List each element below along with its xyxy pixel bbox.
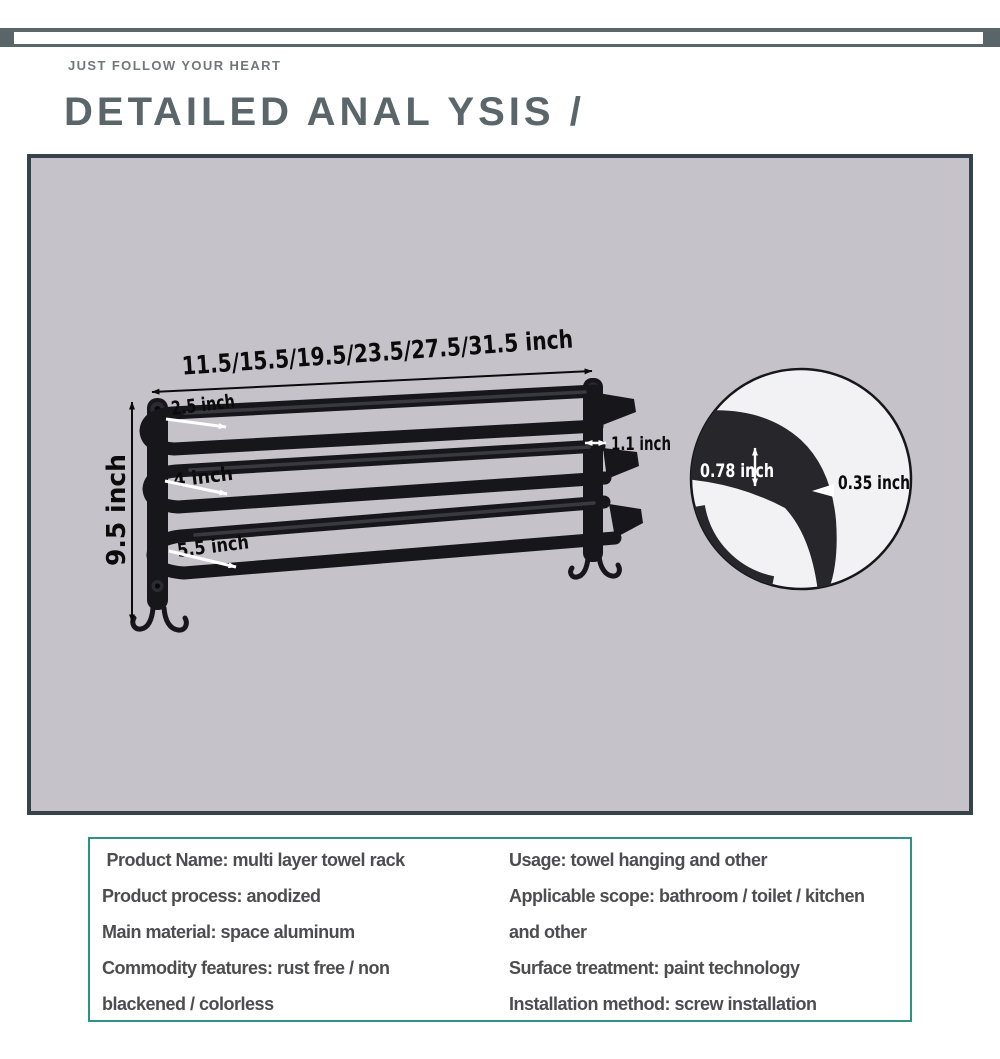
middle-rail-dimension-label: 4 inch bbox=[171, 462, 239, 492]
spec-line-main-material: Main material: space aluminum bbox=[102, 922, 355, 942]
width-dimension-label: 11.5/15.5/19.5/23.5/27.5/31.5 inch bbox=[180, 318, 666, 381]
bar-right-cap bbox=[983, 28, 1000, 47]
spec-line-installation-method: Installation method: screw installation bbox=[509, 994, 817, 1014]
zoom-detail-lens bbox=[687, 369, 911, 592]
tagline-text: JUST FOLLOW YOUR HEART bbox=[68, 58, 282, 73]
profile-thickness-label: 0.35 inch bbox=[838, 472, 910, 494]
spec-line-usage: Usage: towel hanging and other bbox=[509, 850, 768, 870]
spec-column-right bbox=[509, 842, 909, 1022]
spec-line-commodity-features-cont: blackened / colorless bbox=[102, 994, 274, 1014]
hook-icon bbox=[599, 556, 619, 576]
hook-icon bbox=[164, 608, 186, 630]
spec-line-product-name: Product Name: multi layer towel rack bbox=[102, 850, 405, 870]
top-rail-dimension-label: 2.5 inch bbox=[169, 387, 258, 420]
product-diagram-panel bbox=[27, 154, 973, 815]
spec-line-surface-treatment: Surface treatment: paint technology bbox=[509, 958, 800, 978]
bottom-rail-dimension-label: 5.5 inch bbox=[175, 529, 264, 562]
hook-icon bbox=[571, 558, 588, 577]
rail-bracket bbox=[598, 393, 636, 426]
page-title: DETAILED ANAL YSIS / bbox=[64, 90, 585, 134]
spec-table bbox=[88, 837, 912, 1022]
hook-icon bbox=[133, 608, 153, 629]
spec-line-applicable-scope: Applicable scope: bathroom / toilet / kitchen bbox=[509, 886, 865, 906]
spec-line-product-process: Product process: anodized bbox=[102, 886, 321, 906]
pointer-arrow bbox=[166, 419, 226, 427]
spec-line-commodity-features: Commodity features: rust free / non bbox=[102, 958, 390, 978]
bar-left-cap bbox=[0, 28, 14, 47]
spec-line-applicable-scope-cont: and other bbox=[509, 922, 587, 942]
towel-rack-illustration bbox=[133, 378, 643, 630]
decorative-top-bar bbox=[0, 28, 1000, 47]
bracket-depth-label: 1.1 inch bbox=[611, 433, 671, 455]
towel-rack-diagram bbox=[31, 158, 969, 811]
spec-column-left bbox=[102, 842, 497, 1022]
height-dimension-label: 9.5 inch bbox=[102, 449, 132, 566]
profile-height-label: 0.78 inch bbox=[700, 460, 774, 482]
